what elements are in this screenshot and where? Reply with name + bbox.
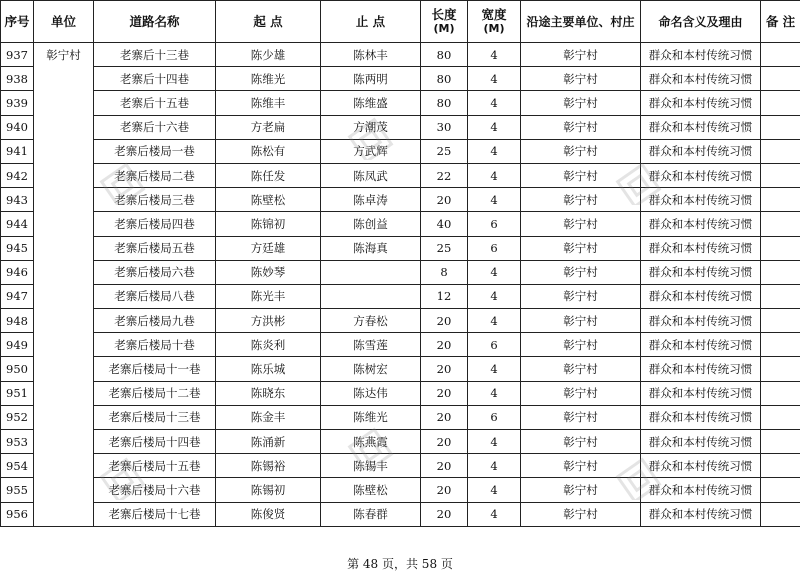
cell-naming: 群众和本村传统习惯 <box>641 188 761 212</box>
cell-index: 955 <box>1 478 34 502</box>
cell-along: 彰宁村 <box>521 212 641 236</box>
cell-length: 80 <box>421 91 468 115</box>
cell-remark <box>761 139 800 163</box>
cell-naming: 群众和本村传统习惯 <box>641 115 761 139</box>
cell-along: 彰宁村 <box>521 381 641 405</box>
cell-length: 20 <box>421 405 468 429</box>
cell-length: 30 <box>421 115 468 139</box>
cell-road-name: 老寨后十三巷 <box>94 43 216 67</box>
cell-remark <box>761 454 800 478</box>
cell-end: 陈凤武 <box>321 163 421 187</box>
cell-road-name: 老寨后十六巷 <box>94 115 216 139</box>
cell-start: 陈任发 <box>216 163 321 187</box>
table-body <box>1 43 800 527</box>
cell-end: 陈雪莲 <box>321 333 421 357</box>
cell-naming: 群众和本村传统习惯 <box>641 212 761 236</box>
cell-start: 陈松有 <box>216 139 321 163</box>
table-row <box>1 357 800 381</box>
cell-remark <box>761 188 800 212</box>
cell-index: 937 <box>1 43 34 67</box>
header-width <box>468 1 521 43</box>
cell-index: 943 <box>1 188 34 212</box>
cell-road-name: 老寨后楼局十巷 <box>94 333 216 357</box>
cell-index: 951 <box>1 381 34 405</box>
cell-start: 陈少雄 <box>216 43 321 67</box>
table-row <box>1 163 800 187</box>
page-footer: 第 48 页，共 58 页 <box>347 557 453 571</box>
cell-naming: 群众和本村传统习惯 <box>641 309 761 333</box>
cell-naming: 群众和本村传统习惯 <box>641 91 761 115</box>
cell-index: 950 <box>1 357 34 381</box>
cell-end: 陈燕霞 <box>321 430 421 454</box>
cell-start: 方洪彬 <box>216 309 321 333</box>
header-start: 起 点 <box>216 1 321 43</box>
cell-road-name: 老寨后楼局十六巷 <box>94 478 216 502</box>
cell-remark <box>761 236 800 260</box>
cell-naming: 群众和本村传统习惯 <box>641 236 761 260</box>
cell-end <box>321 284 421 308</box>
cell-remark <box>761 478 800 502</box>
header-length <box>421 1 468 43</box>
cell-remark <box>761 357 800 381</box>
cell-naming: 群众和本村传统习惯 <box>641 478 761 502</box>
cell-length: 80 <box>421 43 468 67</box>
cell-end: 方潮茂 <box>321 115 421 139</box>
cell-index: 939 <box>1 91 34 115</box>
cell-remark <box>761 430 800 454</box>
cell-index: 940 <box>1 115 34 139</box>
cell-naming: 群众和本村传统习惯 <box>641 163 761 187</box>
cell-along: 彰宁村 <box>521 454 641 478</box>
cell-width: 6 <box>468 333 521 357</box>
header-naming: 命名含义及理由 <box>641 1 761 43</box>
cell-road-name: 老寨后楼局十四巷 <box>94 430 216 454</box>
cell-index: 954 <box>1 454 34 478</box>
cell-naming: 群众和本村传统习惯 <box>641 139 761 163</box>
cell-naming: 群众和本村传统习惯 <box>641 405 761 429</box>
cell-remark <box>761 284 800 308</box>
cell-end: 陈卓涛 <box>321 188 421 212</box>
cell-length: 20 <box>421 478 468 502</box>
cell-remark <box>761 405 800 429</box>
cell-width: 4 <box>468 260 521 284</box>
cell-along: 彰宁村 <box>521 430 641 454</box>
cell-start: 陈锦初 <box>216 212 321 236</box>
cell-naming: 群众和本村传统习惯 <box>641 333 761 357</box>
cell-unit: 彰宁村 <box>34 43 94 527</box>
cell-width: 6 <box>468 405 521 429</box>
cell-start: 陈维光 <box>216 67 321 91</box>
cell-length: 20 <box>421 502 468 526</box>
cell-road-name: 老寨后十五巷 <box>94 91 216 115</box>
cell-remark <box>761 381 800 405</box>
table-row <box>1 115 800 139</box>
cell-along: 彰宁村 <box>521 478 641 502</box>
cell-width: 4 <box>468 357 521 381</box>
cell-start: 陈光丰 <box>216 284 321 308</box>
cell-start: 方廷雄 <box>216 236 321 260</box>
cell-end: 陈壁松 <box>321 478 421 502</box>
table-row <box>1 333 800 357</box>
table-row <box>1 502 800 526</box>
cell-naming: 群众和本村传统习惯 <box>641 260 761 284</box>
cell-end: 陈锡丰 <box>321 454 421 478</box>
cell-start: 陈壁松 <box>216 188 321 212</box>
cell-remark <box>761 502 800 526</box>
cell-index: 952 <box>1 405 34 429</box>
cell-remark <box>761 260 800 284</box>
cell-start: 陈乐城 <box>216 357 321 381</box>
cell-width: 4 <box>468 139 521 163</box>
header-along: 沿途主要单位、村庄 <box>521 1 641 43</box>
table-row <box>1 212 800 236</box>
cell-length: 20 <box>421 381 468 405</box>
header-length-label: 长度 <box>431 6 457 22</box>
cell-length: 20 <box>421 454 468 478</box>
cell-along: 彰宁村 <box>521 357 641 381</box>
cell-road-name: 老寨后楼局四巷 <box>94 212 216 236</box>
header-width-label: 宽度 <box>481 6 507 22</box>
cell-length: 8 <box>421 260 468 284</box>
cell-end: 陈树宏 <box>321 357 421 381</box>
cell-naming: 群众和本村传统习惯 <box>641 284 761 308</box>
table-row <box>1 67 800 91</box>
cell-remark <box>761 91 800 115</box>
table-row <box>1 381 800 405</box>
cell-index: 938 <box>1 67 34 91</box>
cell-road-name: 老寨后楼局十三巷 <box>94 405 216 429</box>
cell-width: 6 <box>468 236 521 260</box>
cell-index: 953 <box>1 430 34 454</box>
cell-width: 4 <box>468 430 521 454</box>
cell-index: 946 <box>1 260 34 284</box>
cell-remark <box>761 67 800 91</box>
cell-width: 4 <box>468 188 521 212</box>
cell-width: 4 <box>468 43 521 67</box>
cell-road-name: 老寨后楼局八巷 <box>94 284 216 308</box>
cell-length: 20 <box>421 357 468 381</box>
table-row <box>1 260 800 284</box>
cell-length: 20 <box>421 333 468 357</box>
cell-along: 彰宁村 <box>521 333 641 357</box>
cell-length: 25 <box>421 236 468 260</box>
cell-road-name: 老寨后楼局十七巷 <box>94 502 216 526</box>
cell-width: 4 <box>468 67 521 91</box>
cell-road-name: 老寨后楼局一巷 <box>94 139 216 163</box>
cell-along: 彰宁村 <box>521 405 641 429</box>
cell-along: 彰宁村 <box>521 236 641 260</box>
table-row <box>1 309 800 333</box>
header-length-unit: (M) <box>433 21 455 35</box>
cell-end: 陈两明 <box>321 67 421 91</box>
cell-road-name: 老寨后楼局三巷 <box>94 188 216 212</box>
cell-end: 陈达伟 <box>321 381 421 405</box>
cell-width: 4 <box>468 163 521 187</box>
cell-length: 20 <box>421 309 468 333</box>
header-unit: 单位 <box>34 1 94 43</box>
cell-road-name: 老寨后楼局十二巷 <box>94 381 216 405</box>
cell-index: 949 <box>1 333 34 357</box>
table-row <box>1 284 800 308</box>
cell-length: 80 <box>421 67 468 91</box>
cell-end: 陈海真 <box>321 236 421 260</box>
cell-along: 彰宁村 <box>521 188 641 212</box>
cell-start: 方老扁 <box>216 115 321 139</box>
cell-end: 陈春群 <box>321 502 421 526</box>
cell-along: 彰宁村 <box>521 43 641 67</box>
cell-start: 陈锡初 <box>216 478 321 502</box>
cell-along: 彰宁村 <box>521 67 641 91</box>
cell-naming: 群众和本村传统习惯 <box>641 357 761 381</box>
cell-naming: 群众和本村传统习惯 <box>641 430 761 454</box>
cell-start: 陈炎利 <box>216 333 321 357</box>
cell-index: 945 <box>1 236 34 260</box>
table-row <box>1 478 800 502</box>
table-row <box>1 405 800 429</box>
header-row <box>1 1 800 43</box>
cell-start: 陈锡裕 <box>216 454 321 478</box>
cell-start: 陈涌新 <box>216 430 321 454</box>
header-index: 序号 <box>1 1 34 43</box>
cell-width: 6 <box>468 212 521 236</box>
cell-length: 20 <box>421 430 468 454</box>
cell-along: 彰宁村 <box>521 260 641 284</box>
cell-index: 956 <box>1 502 34 526</box>
table-row <box>1 188 800 212</box>
cell-end: 陈维盛 <box>321 91 421 115</box>
cell-start: 陈俊贤 <box>216 502 321 526</box>
cell-naming: 群众和本村传统习惯 <box>641 454 761 478</box>
cell-remark <box>761 333 800 357</box>
table-row <box>1 236 800 260</box>
table-row <box>1 43 800 67</box>
cell-start: 陈金丰 <box>216 405 321 429</box>
cell-along: 彰宁村 <box>521 91 641 115</box>
cell-width: 4 <box>468 454 521 478</box>
cell-road-name: 老寨后楼局十一巷 <box>94 357 216 381</box>
cell-end: 方武辉 <box>321 139 421 163</box>
table-row <box>1 139 800 163</box>
cell-road-name: 老寨后楼局二巷 <box>94 163 216 187</box>
cell-length: 25 <box>421 139 468 163</box>
table-row <box>1 430 800 454</box>
cell-along: 彰宁村 <box>521 115 641 139</box>
cell-index: 944 <box>1 212 34 236</box>
table-row <box>1 454 800 478</box>
cell-along: 彰宁村 <box>521 139 641 163</box>
cell-end <box>321 260 421 284</box>
header-road-name: 道路名称 <box>94 1 216 43</box>
cell-length: 20 <box>421 188 468 212</box>
cell-naming: 群众和本村传统习惯 <box>641 43 761 67</box>
cell-length: 40 <box>421 212 468 236</box>
header-width-unit: (M) <box>483 21 505 35</box>
cell-along: 彰宁村 <box>521 502 641 526</box>
cell-end: 方春松 <box>321 309 421 333</box>
cell-naming: 群众和本村传统习惯 <box>641 502 761 526</box>
header-end: 止 点 <box>321 1 421 43</box>
cell-naming: 群众和本村传统习惯 <box>641 67 761 91</box>
cell-along: 彰宁村 <box>521 309 641 333</box>
cell-length: 12 <box>421 284 468 308</box>
table-row <box>1 91 800 115</box>
cell-start: 陈晓东 <box>216 381 321 405</box>
cell-remark <box>761 309 800 333</box>
cell-remark <box>761 115 800 139</box>
cell-remark <box>761 43 800 67</box>
cell-start: 陈妙琴 <box>216 260 321 284</box>
cell-road-name: 老寨后楼局五巷 <box>94 236 216 260</box>
cell-width: 4 <box>468 381 521 405</box>
cell-road-name: 老寨后楼局十五巷 <box>94 454 216 478</box>
cell-length: 22 <box>421 163 468 187</box>
cell-road-name: 老寨后十四巷 <box>94 67 216 91</box>
cell-width: 4 <box>468 284 521 308</box>
cell-width: 4 <box>468 502 521 526</box>
cell-road-name: 老寨后楼局九巷 <box>94 309 216 333</box>
cell-along: 彰宁村 <box>521 284 641 308</box>
cell-end: 陈林丰 <box>321 43 421 67</box>
cell-width: 4 <box>468 91 521 115</box>
cell-naming: 群众和本村传统习惯 <box>641 381 761 405</box>
cell-along: 彰宁村 <box>521 163 641 187</box>
cell-index: 948 <box>1 309 34 333</box>
cell-width: 4 <box>468 478 521 502</box>
cell-road-name: 老寨后楼局六巷 <box>94 260 216 284</box>
cell-width: 4 <box>468 115 521 139</box>
cell-end: 陈维光 <box>321 405 421 429</box>
cell-index: 942 <box>1 163 34 187</box>
cell-index: 947 <box>1 284 34 308</box>
cell-width: 4 <box>468 309 521 333</box>
cell-remark <box>761 163 800 187</box>
cell-end: 陈创益 <box>321 212 421 236</box>
header-remark: 备 注 <box>761 1 800 43</box>
cell-remark <box>761 212 800 236</box>
cell-start: 陈维丰 <box>216 91 321 115</box>
cell-index: 941 <box>1 139 34 163</box>
